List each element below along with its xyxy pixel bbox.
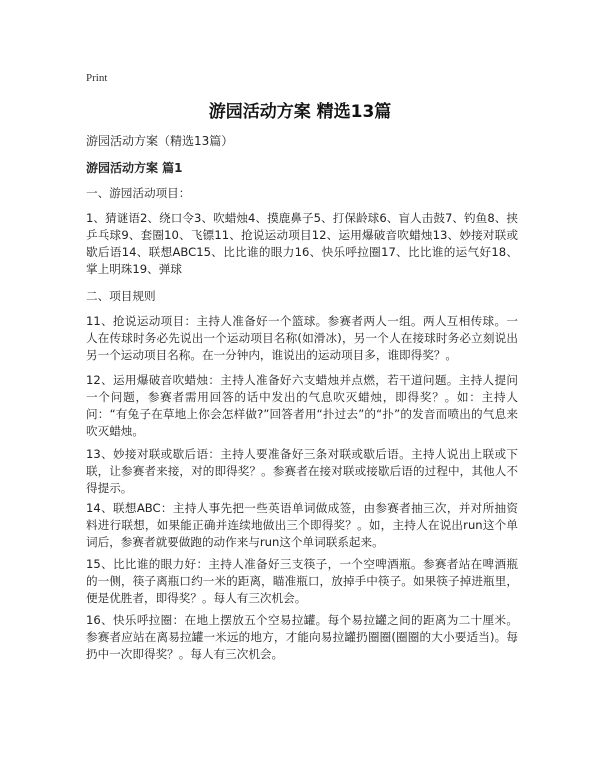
- section-heading: 游园活动方案 篇1: [86, 161, 183, 175]
- paragraph-rule-11: 11、抢说运动项目：主持人准备好一个篮球。参赛者两人一组。两人互相传球。一人在传球时务必先说出一个运动项目名称(如滑冰)，另一个人在接球时务必立刻说出另一个运动项目名称。在一分钟内，谁说出的运动项目多，谁即得奖？。: [86, 314, 518, 362]
- paragraph-rule-15: 15、比比谁的眼力好：主持人准备好三支筷子，一个空啤酒瓶。参赛者站在啤酒瓶的一侧，筷子离瓶口约一米的距离，瞄准瓶口，放掉手中筷子。如果筷子掉进瓶里，便是优胜者，即得奖？。每人有三次机会。: [86, 557, 518, 605]
- paragraph-rule-12: 12、运用爆破音吹蜡烛：主持人准备好六支蜡烛并点燃，若干道问题。主持人提问一个问题，参赛者需用回答的话中发出的气息吹灭蜡烛，即得奖？。如：主持人问：“有兔子在草地上你会怎样做?”回答者用“扑过去”的“扑”的发音而喷出的气息来吹灭蜡烛。: [86, 373, 518, 438]
- document-subtitle: 游园活动方案（精选13篇）: [86, 134, 234, 148]
- page-title: 游园活动方案 精选13篇: [208, 102, 392, 122]
- paragraph-rule-14: 14、联想ABC：主持人事先把一些英语单词做成签，由参赛者抽三次，并对所抽资料进行联想，如果能正确并连续地做出三个即得奖？。如，主持人在说出run这个单词后，参赛者就要做跑的动作来与run这个单词联系起来。: [86, 501, 518, 549]
- paragraph-rules-heading: 二、项目规则: [86, 289, 156, 303]
- print-label[interactable]: Print: [86, 72, 108, 84]
- paragraph-activity-list: 1、猜谜语2、绕口令3、吹蜡烛4、摸鹿鼻子5、打保龄球6、盲人击鼓7、钓鱼8、挟乒乓球9、套圈10、飞镖11、抢说运动项目12、运用爆破音吹蜡烛13、妙接对联或歇后语14、联想ABC15、比比谁的眼力16、快乐呼拉圈17、比比谁的运气好18、掌上明珠19、弹球: [86, 211, 518, 276]
- paragraph-activity-heading: 一、游园活动项目：: [86, 186, 191, 200]
- paragraph-rule-16: 16、快乐呼拉圈：在地上摆放五个空易拉罐。每个易拉罐之间的距离为二十厘米。参赛者应站在离易拉罐一米远的地方，才能向易拉罐扔圈圈(圈圈的大小要适当)。每扔中一次即得奖？。每人有三次机会。: [86, 613, 518, 661]
- paragraph-rule-13: 13、妙接对联或歇后语：主持人要准备好三条对联或歇后语。主持人说出上联或下联，让参赛者来接，对的即得奖？。参赛者在接对联或接歇后语的过程中，其他人不得提示。: [86, 447, 518, 495]
